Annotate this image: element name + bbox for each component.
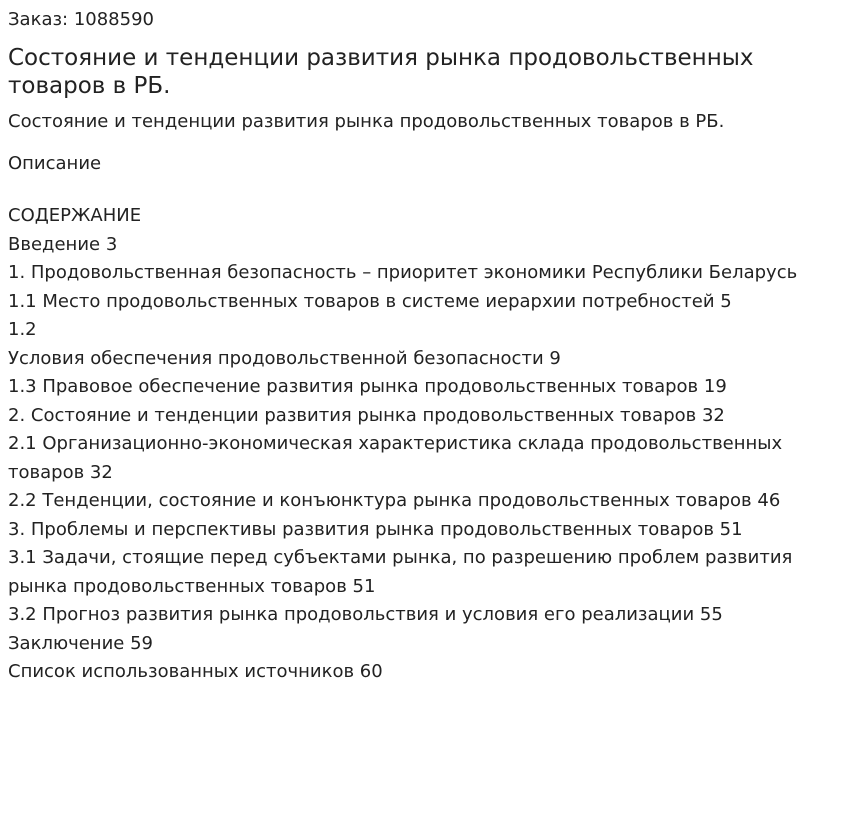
toc-item: Условия обеспечения продовольственной безопасности 9 xyxy=(8,347,561,369)
toc-item: 3.1 Задачи, стоящие перед субъектами рынка, по разрешению проблем развития рынка продовольственных товаров 51 xyxy=(8,547,793,597)
toc-item: Введение 3 xyxy=(8,233,118,255)
toc-item: 1.3 Правовое обеспечение развития рынка продовольственных товаров 19 xyxy=(8,376,727,397)
toc-item: 2.1 Организационно-экономическая характеристика склада продовольственных товаров 32 xyxy=(8,433,783,483)
toc-item: 2. Состояние и тенденции развития рынка продовольственных товаров 32 xyxy=(8,404,725,426)
toc-item: 3. Проблемы и перспективы развития рынка продовольственных товаров 51 xyxy=(8,518,743,540)
description-label: Описание xyxy=(8,153,102,174)
page-title: Состояние и тенденции развития рынка продовольственных товаров в РБ. xyxy=(8,45,754,99)
toc-heading: СОДЕРЖАНИЕ xyxy=(8,205,142,226)
toc-item: Список использованных источников 60 xyxy=(8,661,383,682)
toc-item: 2.2 Тенденции, состояние и конъюнктура рынка продовольственных товаров 46 xyxy=(8,490,781,511)
toc-item: 1.2 xyxy=(8,319,37,340)
toc-item: 1.1 Место продовольственных товаров в системе иерархии потребностей 5 xyxy=(8,290,732,312)
page-subtitle: Состояние и тенденции развития рынка продовольственных товаров в РБ. xyxy=(8,111,725,132)
toc-item: 1. Продовольственная безопасность – приоритет экономики Республики Беларусь xyxy=(8,262,798,283)
table-of-contents xyxy=(8,231,839,687)
toc-item: Заключение 59 xyxy=(8,632,153,654)
order-number: Заказ: 1088590 xyxy=(8,9,154,30)
toc-item: 3.2 Прогноз развития рынка продовольствия и условия его реализации 55 xyxy=(8,604,723,625)
